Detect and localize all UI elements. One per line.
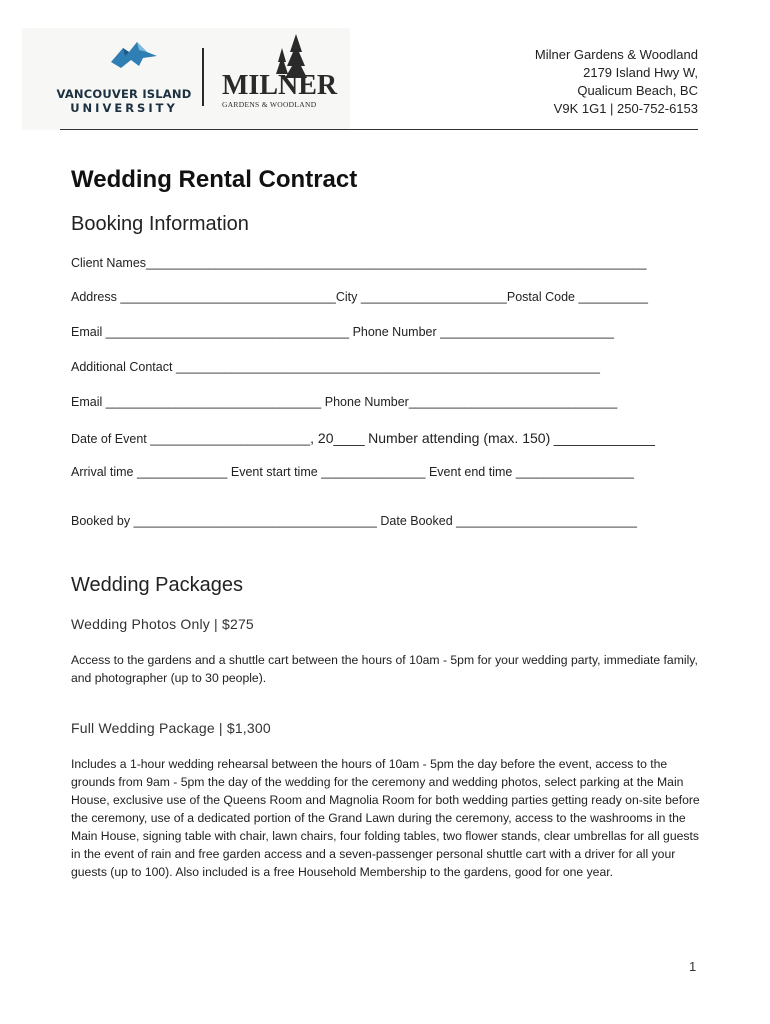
document-title: Wedding Rental Contract [71,166,358,193]
address-blank[interactable]: _______________________________ [120,290,336,304]
field-label: Phone Number [352,325,437,339]
field-blank[interactable]: ________________________________________________________________________ [146,256,647,270]
email-phone-row [71,325,614,339]
viu-mountain-icon [109,40,159,76]
field-label: Date of Event [71,432,147,446]
viu-logo-line1: VANCOUVER ISLAND [56,87,192,101]
start-time-blank[interactable]: _______________ [321,465,426,479]
milner-logo [218,34,338,124]
milner-logo-word: MILNER [222,70,338,101]
page-number: 1 [689,959,697,974]
viu-logo-text [44,87,204,115]
city-blank[interactable]: _____________________ [360,290,507,304]
additional-contact-blank[interactable]: _____________________________________________________________ [175,360,601,374]
viu-logo [44,40,204,120]
field-label: City [335,290,358,304]
times-row [71,465,634,479]
field-label: Booked by [71,514,131,528]
field-label: Email [71,395,103,409]
org-address [535,46,698,118]
additional-contact-row [71,360,600,374]
package-title: Wedding Photos Only | $275 [71,616,254,632]
address-line: Qualicum Beach, BC [577,83,698,98]
year-prefix: , 20 [310,430,334,446]
client-names-field[interactable] [71,256,647,270]
field-label: Additional Contact [71,360,173,374]
address-row [71,290,648,304]
header-rule [60,129,698,130]
booked-by-blank[interactable]: ___________________________________ [133,514,377,528]
field-label: Number attending (max. 150) [368,430,551,446]
field-label: Postal Code [506,290,575,304]
milner-logo-subtitle: GARDENS & WOODLAND [222,100,317,109]
date-blank[interactable]: _______________________ [150,432,311,446]
field-label: Date Booked [380,514,453,528]
booking-heading: Booking Information [71,213,249,235]
logo-banner [22,28,350,130]
email-blank[interactable]: ___________________________________ [105,325,350,339]
email-2-blank[interactable]: _______________________________ [105,395,322,409]
year-blank[interactable]: ____ [333,430,365,446]
booked-row [71,514,637,528]
date-attending-row [71,430,655,446]
package-description: Includes a 1-hour wedding rehearsal between the hours of 10am - 5pm the day before the event, access to the grounds from 9am - 5pm the day of the wedding for the ceremony and wedding photos, select parking at the Main House, exclusive use of the Queens Room and Magnolia Room for both wedding parties getting ready on-site before the ceremony, use of a dedicated portion of the Grand Lawn during the ceremony, access to the washrooms in the Main House, signing table with chair, lawn chairs, four folding tables, two flower stands, clear umbrellas for all guests in the event of rain and free garden access and a seven-passenger personal shuttle cart with a driver for all your guests (up to 100). Also included is a free Household Membership to the gardens, good for one year. [71,757,700,879]
attending-blank[interactable]: _____________ [553,430,655,446]
field-label: Arrival time [71,465,134,479]
phone-2-blank[interactable]: ______________________________ [408,395,618,409]
field-label: Phone Number [324,395,409,409]
package-description: Access to the gardens and a shuttle cart between the hours of 10am - 5pm for your wedding party, immediate family, and photographer (up to 30 people). [71,653,698,685]
field-label: Event end time [428,465,513,479]
field-label: Address [71,290,117,304]
field-label: Email [71,325,103,339]
date-booked-blank[interactable]: __________________________ [456,514,637,528]
address-line: Milner Gardens & Woodland [534,47,698,62]
field-label: Event start time [230,465,318,479]
email-phone-row-2 [71,395,617,409]
address-line: V9K 1G1 | 250-752-6153 [553,101,698,116]
address-line: 2179 Island Hwy W, [583,65,698,80]
logo-divider [202,48,204,106]
arrival-time-blank[interactable]: _____________ [137,465,228,479]
end-time-blank[interactable]: _________________ [515,465,635,479]
field-label: Client Names [71,256,147,270]
package-title: Full Wedding Package | $1,300 [71,720,271,736]
packages-heading: Wedding Packages [71,574,243,596]
viu-logo-line2: UNIVERSITY [70,101,178,115]
phone-blank[interactable]: _________________________ [440,325,614,339]
postal-code-blank[interactable]: __________ [578,290,648,304]
